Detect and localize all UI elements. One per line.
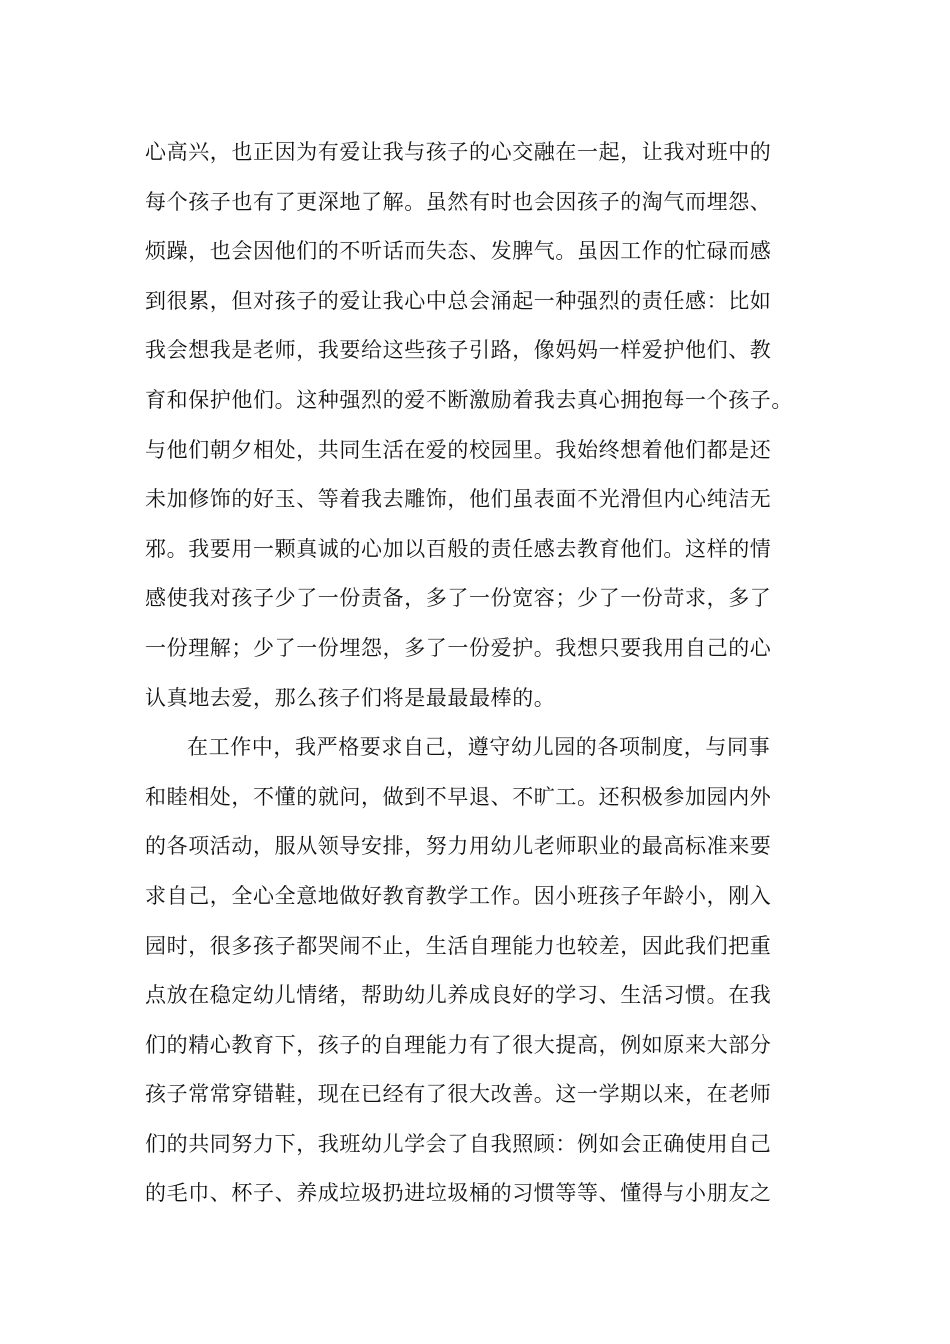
text-line: 求自己，全心全意地做好教育教学工作。因小班孩子年龄小，刚入 [145, 883, 772, 908]
text-line: 的毛巾、杯子、养成垃圾扔进垃圾桶的习惯等等、懂得与小朋友之 [145, 1181, 772, 1206]
text-line: 和睦相处，不懂的就问，做到不早退、不旷工。还积极参加园内外 [145, 784, 772, 809]
text-line: 们的共同努力下，我班幼儿学会了自我照顾：例如会正确使用自己 [145, 1131, 772, 1156]
text-line: 烦躁，也会因他们的不听话而失态、发脾气。虽因工作的忙碌而感 [145, 239, 772, 264]
text-line: 我会想我是老师，我要给这些孩子引路，像妈妈一样爱护他们、教 [145, 338, 772, 363]
text-line: 到很累，但对孩子的爱让我心中总会涌起一种强烈的责任感：比如 [145, 288, 772, 313]
text-line: 邪。我要用一颗真诚的心加以百般的责任感去教育他们。这样的情 [145, 536, 772, 561]
text-line: 在工作中，我严格要求自己，遵守幼儿园的各项制度，与同事 [187, 735, 771, 760]
text-line: 每个孩子也有了更深地了解。虽然有时也会因孩子的淘气而埋怨、 [145, 189, 772, 214]
text-line: 园时，很多孩子都哭闹不止，生活自理能力也较差，因此我们把重 [145, 933, 772, 958]
text-line: 孩子常常穿错鞋，现在已经有了很大改善。这一学期以来，在老师 [145, 1082, 772, 1107]
text-line: 的各项活动，服从领导安排，努力用幼儿老师职业的最高标准来要 [145, 834, 772, 859]
body-text [145, 134, 815, 1225]
text-line: 育和保护他们。这种强烈的爱不断激励着我去真心拥抱每一个孩子。 [145, 387, 793, 412]
text-line: 心高兴，也正因为有爱让我与孩子的心交融在一起，让我对班中的 [145, 140, 772, 164]
paragraph-1 [145, 134, 815, 729]
text-line: 点放在稳定幼儿情绪，帮助幼儿养成良好的学习、生活习惯。在我 [145, 983, 772, 1008]
text-line: 认真地去爱，那么孩子们将是最最最棒的。 [145, 685, 556, 710]
text-line: 一份理解；少了一份埋怨，多了一份爱护。我想只要我用自己的心 [145, 635, 772, 660]
text-line: 们的精心教育下，孩子的自理能力有了很大提高，例如原来大部分 [145, 1032, 772, 1057]
text-line: 未加修饰的好玉、等着我去雕饰，他们虽表面不光滑但内心纯洁无 [145, 487, 772, 512]
text-line: 感使我对孩子少了一份责备，多了一份宽容；少了一份苛求，多了 [145, 586, 772, 611]
paragraph-2 [145, 729, 815, 1225]
text-line: 与他们朝夕相处，共同生活在爱的校园里。我始终想着他们都是还 [145, 437, 772, 462]
